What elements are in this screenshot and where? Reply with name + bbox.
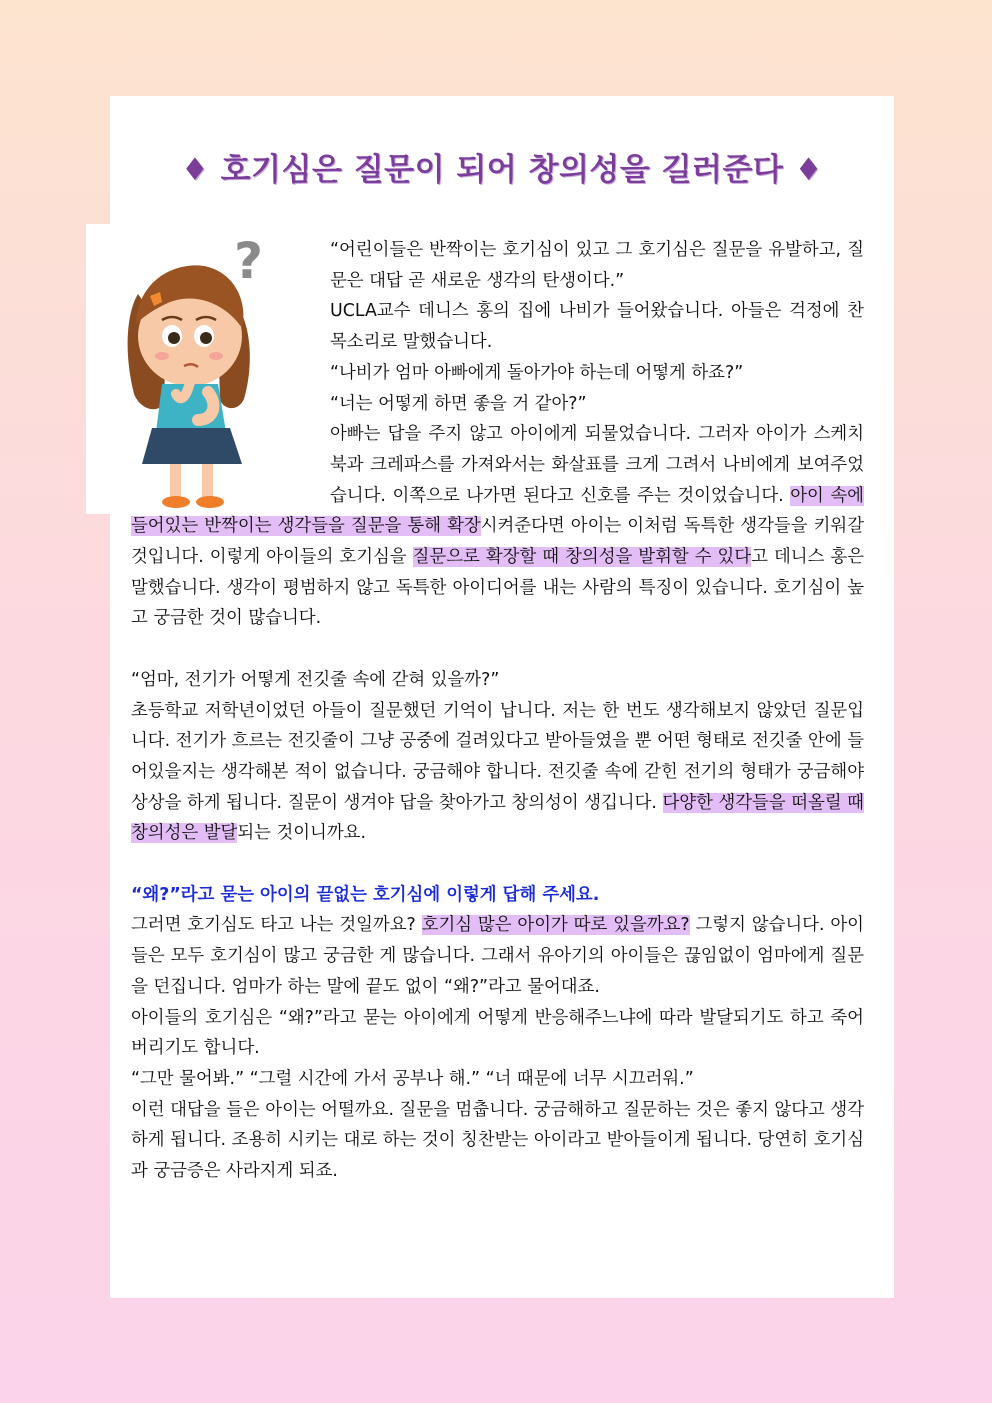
son-question-quote: “엄마, 전기가 어떻게 전깃줄 속에 갇혀 있을까?” xyxy=(131,669,500,690)
highlight-phrase: 호기심 많은 아이가 따로 있을까요? xyxy=(421,915,690,936)
conclusion-text: 이런 대답을 들은 아이는 어떨까요. 질문을 멈춥니다. 궁금해하고 질문하는 것은 좋지 않다고 생각하게 됩니다. 조용히 시키는 대로 하는 것이 칭찬받는 아이라고 받아들이게 됩니다. 당연히 호기심과 궁금증은 사라지게 되죠. xyxy=(131,1099,864,1182)
svg-text:?: ? xyxy=(234,232,264,290)
development-text: 아이들의 호기심은 “왜?”라고 묻는 아이에게 어떻게 반응해주느냐에 따라 발달되기도 하고 죽어버리기도 합니다. xyxy=(131,1007,864,1059)
father-question: “너는 어떻게 하면 좋을 거 같아?” xyxy=(330,393,587,414)
parent-replies-quote: “그만 물어봐.” “그럴 시간에 가서 공부나 해.” “너 때문에 너무 시끄러워.” xyxy=(131,1068,694,1089)
paragraph-gap xyxy=(131,849,864,880)
opening-quote: “어린이들은 반짝이는 호기심이 있고 그 호기심은 질문을 유발하고, 질문은 대답 곧 새로운 생각의 탄생이다.” xyxy=(330,240,864,291)
memory-ending: 되는 것이니까요. xyxy=(237,823,366,844)
child-question: “나비가 엄마 아빠에게 돌아가야 하는데 어떻게 하죠?” xyxy=(330,362,744,383)
paragraph-3 xyxy=(131,880,864,1187)
illustration-wrap-space xyxy=(131,235,330,511)
story-sentence: UCLA교수 데니스 홍의 집에 나비가 들어왔습니다. 아들은 걱정에 찬 목소리로 말했습니다. xyxy=(330,301,864,353)
memory-text: 초등학교 저학년이었던 아들이 질문했던 기억이 납니다. 저는 한 번도 생각해보지 않았던 질문입니다. 전기가 흐르는 전깃줄이 그냥 공중에 걸려있다고 받아들였을 뿐 어떤 형태로 전깃줄 안에 들어있을지는 생각해본 적이 없습니다. 궁금해야 합니다. 전깃줄 속에 갇힌 전기의 형태가 궁금해야 상상을 하게 됩니다. 질문이 생겨야 답을 찾아가고 창의성이 생깁니다. xyxy=(131,700,864,813)
answer-text: 그렇지 않습니다. 아이들은 모두 호기심이 많고 궁금한 게 많습니다. 그래서 유아기의 아이들은 끊임없이 엄마에게 질문을 던집니다. 엄마가 하는 말에 끝도 없이 “왜?”라고 물어대죠. xyxy=(131,915,864,997)
highlight-phrase: 다양한 생각들을 떠올릴 때 창의성은 발달 xyxy=(131,792,864,844)
story-conclusion: 고 데니스 홍은 말했습니다. 생각이 평범하지 않고 독특한 아이디어를 내는 사람의 특징이 있습니다. 호기심이 높고 궁금한 것이 많습니다. xyxy=(131,547,864,629)
article-title: ♦ 호기심은 질문이 되어 창의성을 길러준다 ♦ xyxy=(181,152,823,188)
article-body xyxy=(131,235,864,1187)
highlight-phrase: 질문으로 확장할 때 창의성을 발휘할 수 있다 xyxy=(412,547,752,568)
paragraph-2 xyxy=(131,665,864,849)
highlight-phrase: 아이 속에 들어있는 반짝이는 생각들을 질문을 통해 확장 xyxy=(131,485,864,537)
paragraph-gap xyxy=(131,634,864,665)
section-heading: “왜?”라고 묻는 아이의 끝없는 호기심에 이렇게 답해 주세요. xyxy=(131,884,600,905)
story-continued: 시켜준다면 아이는 이처럼 독특한 생각들을 키워갈 것입니다. 이렇게 아이들의 호기심을 xyxy=(131,516,864,568)
story-continued: 아빠는 답을 주지 않고 아이에게 되물었습니다. 그러자 아이가 스케치북과 크레파스를 가져와서는 화살표를 크게 그려서 나비에게 보여주었습니다. 이쪽으로 나가면 된다고 신호를 주는 것이었습니다. xyxy=(330,424,864,506)
question-text: 그러면 호기심도 타고 나는 것일까요? xyxy=(131,915,422,936)
